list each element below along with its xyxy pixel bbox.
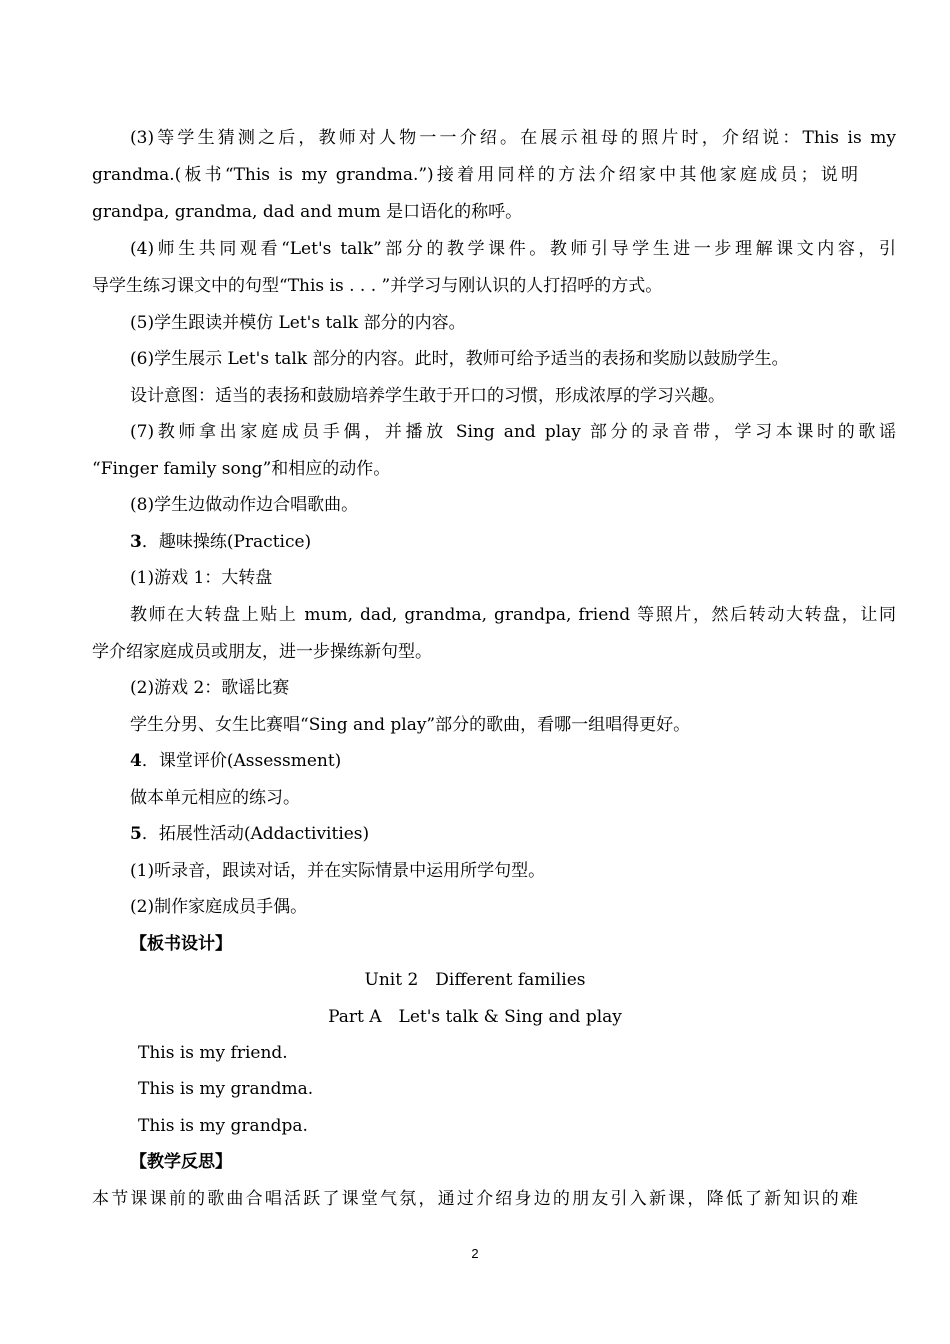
paragraph-8: (8)学生边做动作边合唱歌曲。 — [130, 495, 359, 515]
board-unit-title: Unit 2 Different families — [364, 970, 586, 990]
game-2-text: 学生分男、女生比赛唱“Sing and play”部分的歌曲，看哪一组唱得更好。 — [130, 715, 691, 735]
section-5-number: 5 — [130, 824, 142, 844]
section-3-title: ．趣味操练(Practice) — [141, 532, 312, 552]
board-part-title: Part A Let's talk & Sing and play — [328, 1007, 622, 1027]
paragraph-3-line-2: grandma.(板书“This is my grandma.”)接着用同样的方法介绍家中其他家庭成员；说明 — [92, 165, 858, 185]
game-1-title: (1)游戏 1：大转盘 — [130, 568, 273, 588]
board-design-heading: 【板书设计】 — [130, 934, 232, 954]
section-4-text: 做本单元相应的练习。 — [130, 788, 300, 808]
paragraph-6: (6)学生展示 Let's talk 部分的内容。此时，教师可给予适当的表扬和奖励以鼓励学生。 — [130, 349, 789, 369]
paragraph-4-line-1: (4)师生共同观看“Let's talk”部分的教学课件。教师引导学生进一步理解课文内容，引 — [130, 239, 896, 259]
paragraph-3-line-3: grandpa, grandma, dad and mum 是口语化的称呼。 — [92, 202, 523, 222]
board-sentence-3: This is my grandpa. — [138, 1116, 308, 1136]
section-4-title: ．课堂评价(Assessment) — [141, 751, 342, 771]
section-4-heading — [130, 750, 341, 772]
reflection-heading: 【教学反思】 — [130, 1152, 232, 1172]
board-sentence-1: This is my friend. — [138, 1043, 288, 1063]
activity-1: (1)听录音，跟读对话，并在实际情景中运用所学句型。 — [130, 861, 546, 881]
reflection-text: 本节课课前的歌曲合唱活跃了课堂气氛，通过介绍身边的朋友引入新课，降低了新知识的难 — [92, 1189, 858, 1209]
game-2-title: (2)游戏 2：歌谣比赛 — [130, 678, 290, 698]
paragraph-3-line-1: (3)等学生猜测之后，教师对人物一一介绍。在展示祖母的照片时，介绍说：This is my — [130, 128, 896, 148]
paragraph-5: (5)学生跟读并模仿 Let's talk 部分的内容。 — [130, 313, 466, 333]
board-sentence-2: This is my grandma. — [138, 1079, 314, 1099]
section-3-heading — [130, 531, 311, 553]
paragraph-7-line-2: “Finger family song”和相应的动作。 — [92, 459, 391, 479]
game-1-line-2: 学介绍家庭成员或朋友，进一步操练新句型。 — [92, 642, 432, 662]
page-number: 2 — [471, 1246, 479, 1261]
section-3-number: 3 — [130, 532, 142, 552]
section-5-title: ．拓展性活动(Addactivities) — [141, 824, 370, 844]
section-4-number: 4 — [130, 751, 142, 771]
design-intent: 设计意图：适当的表扬和鼓励培养学生敢于开口的习惯，形成浓厚的学习兴趣。 — [130, 386, 725, 406]
paragraph-7-line-1: (7)教师拿出家庭成员手偶，并播放 Sing and play 部分的录音带，学习本课时的歌谣 — [130, 422, 896, 442]
activity-2: (2)制作家庭成员手偶。 — [130, 897, 308, 917]
section-5-heading — [130, 823, 369, 845]
paragraph-4-line-2: 导学生练习课文中的句型“This is . . . ”并学习与刚认识的人打招呼的方式。 — [92, 276, 663, 296]
game-1-line-1: 教师在大转盘上贴上 mum, dad, grandma, grandpa, friend 等照片，然后转动大转盘，让同 — [130, 605, 896, 625]
